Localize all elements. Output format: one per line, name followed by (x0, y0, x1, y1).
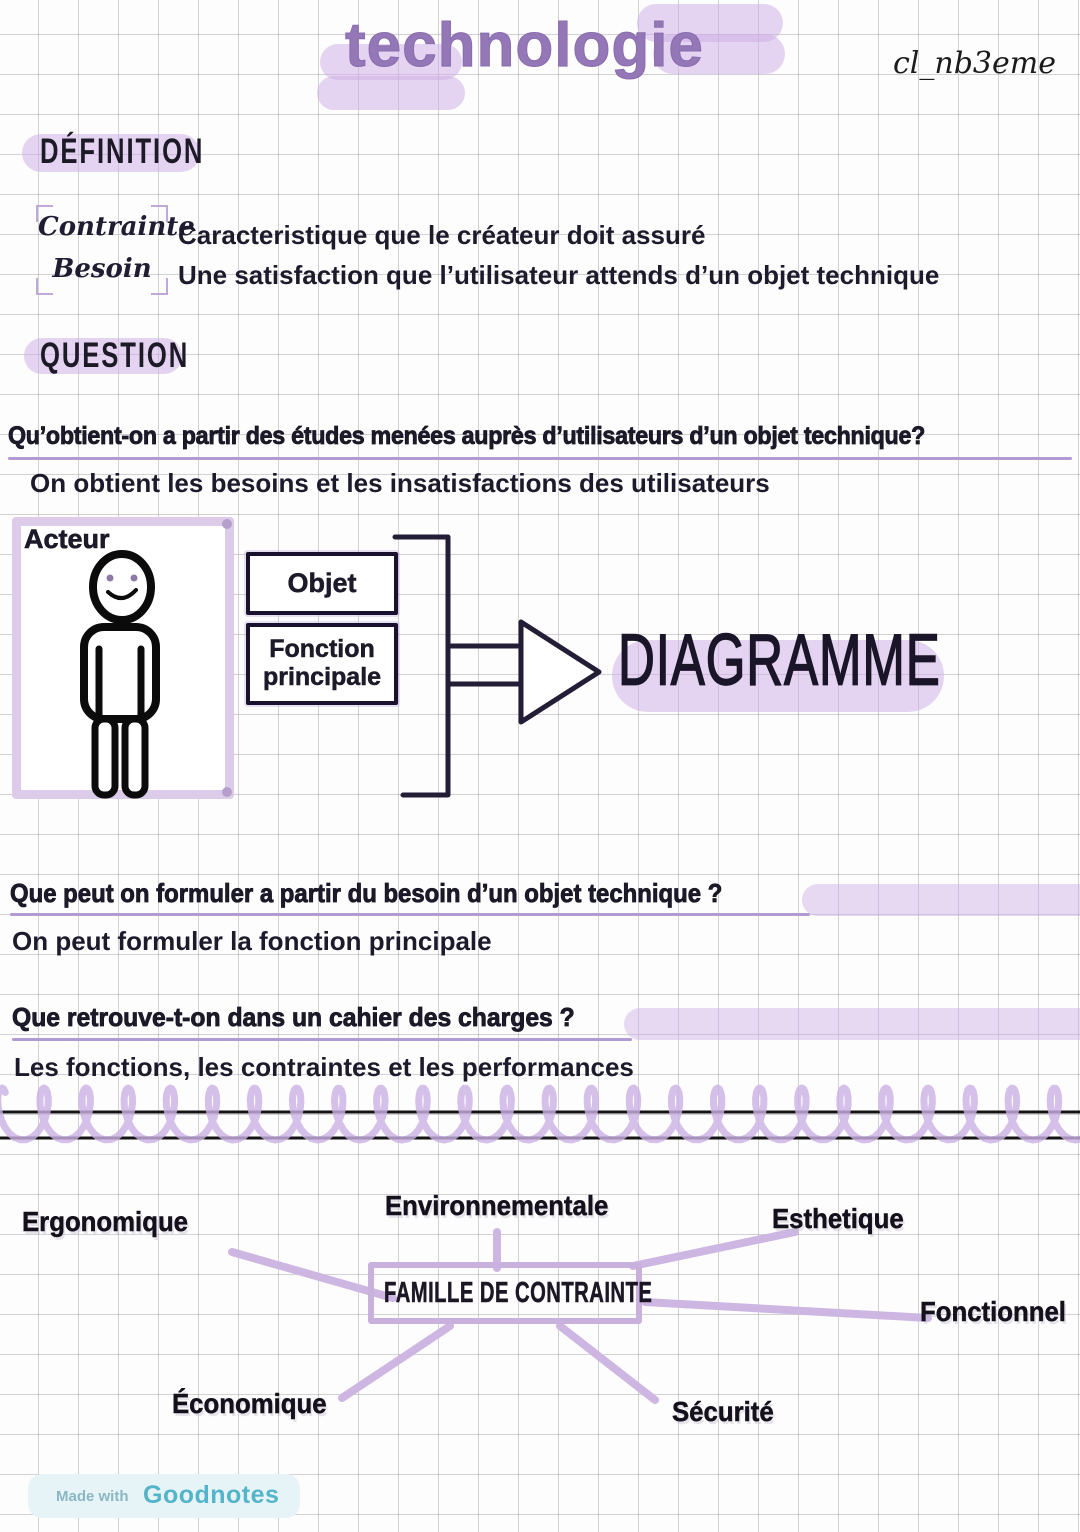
made-with-label: Made with (56, 1488, 129, 1505)
branch-label-fonctionnel: Fonctionnel (920, 1296, 1066, 1327)
objet-box (246, 552, 398, 615)
answer-text: Les fonctions, les contraintes et les performances (14, 1052, 634, 1082)
stick-figure-icon (84, 554, 156, 795)
branch-label-securite: Sécurité (672, 1396, 774, 1427)
branch-label-economique: Économique (172, 1388, 327, 1419)
actor-label: Acteur (24, 524, 110, 554)
question-underline (10, 913, 810, 916)
branch-label-environnementale: Environnementale (385, 1190, 609, 1221)
question-highlight-bar (802, 884, 1080, 916)
page-title: technologie (345, 11, 704, 80)
question-text: Que retrouve-t-on dans un cahier des charges ? (12, 1002, 575, 1032)
diagramme-label: DIAGRAMME (618, 619, 941, 701)
term-contrainte: Contrainte (38, 212, 195, 242)
bracket-icon (395, 537, 448, 795)
definition-heading: DÉFINITION (40, 132, 205, 171)
term-besoin: Besoin (52, 254, 152, 284)
answer-text: On obtient les besoins et les insatisfactions des utilisateurs (30, 468, 770, 498)
fonction-label: Fonction principale (262, 635, 382, 691)
arrow-right-icon (450, 622, 599, 722)
objet-label: Objet (287, 568, 357, 598)
definition-text: Caracteristique que le créateur doit assuré (178, 220, 706, 250)
question-underline (12, 1038, 632, 1041)
question-highlight-bar (624, 1008, 1080, 1040)
title-highlight (317, 76, 465, 110)
mindmap-center-label: FAMILLE DE CONTRAINTE (384, 1276, 653, 1309)
answer-text: On peut formuler la fonction principale (12, 926, 492, 956)
question-text: Que peut on formuler a partir du besoin d’un objet technique ? (10, 878, 723, 908)
fonction-box (246, 623, 398, 705)
goodnotes-logo: Goodnotes (143, 1481, 280, 1509)
question-underline (8, 457, 1072, 460)
question-heading: QUESTION (40, 336, 190, 375)
definition-text: Une satisfaction que l’utilisateur attends d’un objet technique (178, 260, 940, 290)
branch-label-ergonomique: Ergonomique (22, 1206, 189, 1237)
wave-squiggle (0, 1088, 1080, 1140)
branch-label-esthetique: Esthetique (772, 1203, 904, 1234)
question-text: Qu’obtient-on a partir des études menées auprès d’utilisateurs d’un objet technique? (8, 422, 926, 450)
author-signature: cl_nb3eme (893, 46, 1056, 81)
section-divider (0, 1080, 1080, 1160)
